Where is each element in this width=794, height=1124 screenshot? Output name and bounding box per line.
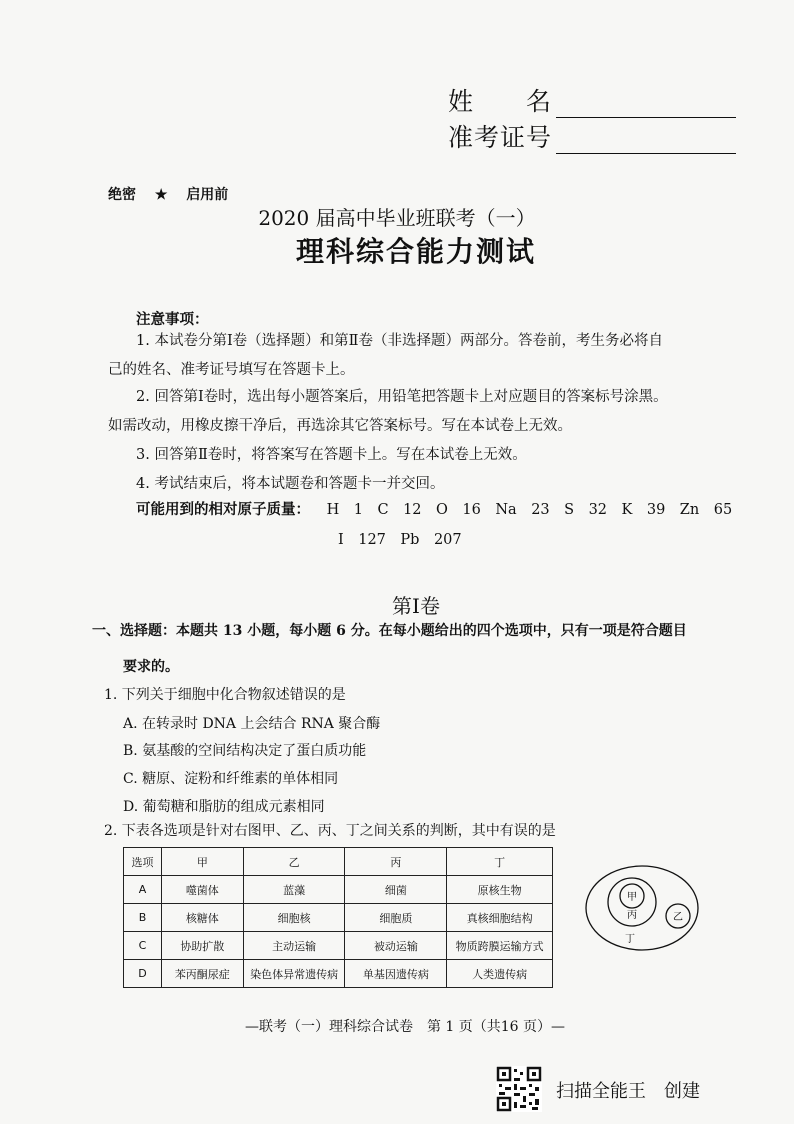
atomic-mass-values-2: I 127 Pb 207 <box>338 532 462 548</box>
notes-heading: 注意事项： <box>136 311 209 328</box>
table-cell: 蓝藻 <box>243 876 345 904</box>
table-cell: 人类遗传病 <box>447 960 553 988</box>
ding-circle <box>586 866 698 950</box>
table-cell: 主动运输 <box>243 932 345 960</box>
ding-label: 丁 <box>625 934 635 945</box>
table-cell: 单基因遗传病 <box>345 960 447 988</box>
question-2-stem: 2. 下表各选项是针对右图甲、乙、丙、丁之间关系的判断，其中有误的是 <box>104 823 556 839</box>
secret-mark <box>108 184 228 204</box>
atomic-mass-row <box>136 500 732 520</box>
table-header-row <box>124 848 553 876</box>
bing-label: 丙 <box>627 910 637 921</box>
table-cell: 协助扩散 <box>161 932 243 960</box>
table-cell: 原核生物 <box>447 876 553 904</box>
table-cell: 细胞核 <box>243 904 345 932</box>
table-row <box>124 960 553 988</box>
table-header-cell: 丙 <box>345 848 447 876</box>
table-cell: 细菌 <box>345 876 447 904</box>
table-header-cell: 甲 <box>161 848 243 876</box>
table-cell: 真核细胞结构 <box>447 904 553 932</box>
table-cell: A <box>124 876 162 904</box>
note-line: 3. 回答第Ⅱ卷时，将答案写在答题卡上。写在本试卷上无效。 <box>136 447 527 463</box>
name-field <box>448 82 736 118</box>
question-1-stem: 1. 下列关于细胞中化合物叙述错误的是 <box>104 687 346 703</box>
question-1-option-b: B. 氨基酸的空间结构决定了蛋白质功能 <box>123 743 367 759</box>
jia-label: 甲 <box>627 892 637 903</box>
name-blank <box>556 93 736 118</box>
table-cell: 噬菌体 <box>161 876 243 904</box>
exam-number-field <box>448 118 736 154</box>
table-header-cell: 乙 <box>243 848 345 876</box>
qr-code-icon <box>496 1066 542 1112</box>
table-cell: 苯丙酮尿症 <box>161 960 243 988</box>
note-line: 2. 回答第Ⅰ卷时，选出每小题答案后，用铅笔把答题卡上对应题目的答案标号涂黑。 <box>136 389 668 405</box>
atomic-mass-label: 可能用到的相对原子质量： <box>136 501 310 518</box>
exam-title: 2020 届高中毕业班联考（一） <box>258 206 536 230</box>
note-line: 己的姓名、准考证号填写在答题卡上。 <box>108 362 355 378</box>
table-cell: 细胞质 <box>345 904 447 932</box>
table-row <box>124 932 553 960</box>
name-label: 姓 名 <box>448 87 553 116</box>
table-cell: 被动运输 <box>345 932 447 960</box>
table-cell: 物质跨膜运输方式 <box>447 932 553 960</box>
secret-label: 绝密 <box>108 187 136 203</box>
table-cell: C <box>124 932 162 960</box>
question-1-option-a: A. 在转录时 DNA 上会结合 RNA 聚合酶 <box>123 716 381 732</box>
exam-number-blank <box>556 129 736 154</box>
section-title: 第Ⅰ卷 <box>392 594 440 618</box>
table-header-cell: 选项 <box>124 848 162 876</box>
table-cell: 核糖体 <box>161 904 243 932</box>
table-cell: 染色体异常遗传病 <box>243 960 345 988</box>
table-cell: B <box>124 904 162 932</box>
star-icon: ★ <box>154 187 168 203</box>
table-row <box>124 876 553 904</box>
table-row <box>124 904 553 932</box>
question-1-option-c: C. 糖原、淀粉和纤维素的单体相同 <box>123 771 339 787</box>
note-line: 如需改动，用橡皮擦干净后，再选涂其它答案标号。写在本试卷上无效。 <box>108 418 572 434</box>
scanner-watermark: 扫描全能王 创建 <box>556 1081 700 1102</box>
yi-label: 乙 <box>673 912 683 923</box>
before-use-label: 启用前 <box>186 187 229 203</box>
note-line: 1. 本试卷分第Ⅰ卷（选择题）和第Ⅱ卷（非选择题）两部分。答卷前，考生务必将自 <box>136 333 664 349</box>
note-line: 4. 考试结束后，将本试题卷和答题卡一并交回。 <box>136 476 445 492</box>
part1-instruction-cont: 要求的。 <box>123 659 179 675</box>
page-footer: —联考（一）理科综合试卷 第 1 页（共16 页）— <box>244 1019 566 1035</box>
atomic-mass-values: H 1 C 12 O 16 Na 23 S 32 K 39 Zn 65 <box>326 502 733 518</box>
exam-number-label: 准考证号 <box>448 123 553 152</box>
table-cell: D <box>124 960 162 988</box>
part1-instruction: 一、选择题：本题共 13 小题，每小题 6 分。在每小题给出的四个选项中，只有一项是符合题目 <box>92 623 687 639</box>
relationship-diagram <box>584 858 710 954</box>
question-2-table <box>123 847 553 988</box>
table-header-cell: 丁 <box>447 848 553 876</box>
subject-title: 理科综合能力测试 <box>295 235 536 268</box>
question-1-option-d: D. 葡萄糖和脂肪的组成元素相同 <box>123 799 325 815</box>
